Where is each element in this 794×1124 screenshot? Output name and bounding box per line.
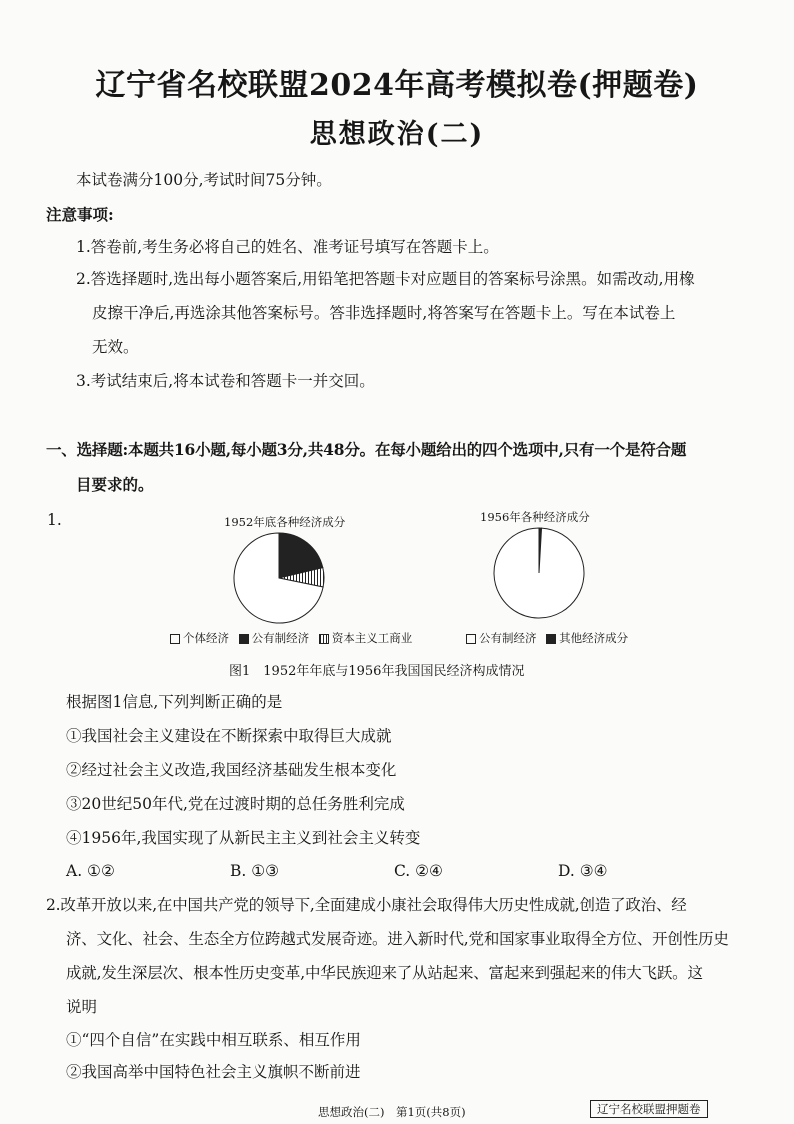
pie-slice-1 — [494, 528, 584, 618]
question-2-line-4: 说明 — [66, 998, 98, 1016]
legend-swatch-icon — [239, 634, 249, 644]
question-1-stem: 根据图1信息,下列判断正确的是 — [66, 693, 283, 711]
intro-text: 本试卷满分100分,考试时间75分钟。 — [76, 171, 332, 189]
question-1-statement-1: ①我国社会主义建设在不断探索中取得巨大成就 — [66, 727, 392, 745]
note-item-2-line-3: 无效。 — [92, 338, 139, 356]
question-2-statement-2: ②我国高举中国特色社会主义旗帜不断前进 — [66, 1063, 361, 1081]
question-1-option-b: B. ①③ — [230, 862, 280, 880]
chart-1-pie — [233, 532, 325, 624]
section-heading-line-2: 目要求的。 — [76, 475, 154, 494]
chart-1-title: 1952年底各种经济成分 — [224, 515, 346, 529]
question-1-option-d: D. ③④ — [558, 862, 608, 880]
chart-2-legend — [466, 630, 628, 646]
legend-swatch-icon — [170, 634, 180, 644]
chart-2-title: 1956年各种经济成分 — [480, 510, 590, 524]
question-1-number: 1. — [47, 511, 62, 529]
section-heading-line-1: 一、选择题:本题共16小题,每小题3分,共48分。在每小题给出的四个选项中,只有一个是符合题 — [46, 440, 687, 459]
note-item-3: 3.考试结束后,将本试卷和答题卡一并交回。 — [76, 372, 375, 390]
notes-heading: 注意事项: — [46, 205, 114, 224]
chart-1-legend-item-3: 资本主义工商业 — [319, 631, 413, 645]
chart-2-legend-item-1: 公有制经济 — [466, 631, 537, 645]
question-2-statement-1: ①“四个自信”在实践中相互联系、相互作用 — [66, 1031, 361, 1049]
chart-2-legend-item-2: 其他经济成分 — [546, 631, 628, 645]
question-2-line-3: 成就,发生深层次、根本性历史变革,中华民族迎来了从站起来、富起来到强起来的伟大飞跃。这 — [66, 964, 703, 982]
page-footer: 思想政治(二) 第1页(共8页) — [318, 1105, 466, 1119]
question-1-option-c: C. ②④ — [394, 862, 443, 880]
legend-swatch-icon — [466, 634, 476, 644]
figure-caption: 图1 1952年年底与1956年我国国民经济构成情况 — [229, 664, 525, 679]
question-1-statement-2: ②经过社会主义改造,我国经济基础发生根本变化 — [66, 761, 397, 779]
legend-swatch-icon — [319, 634, 329, 644]
chart-1-legend-item-2: 公有制经济 — [239, 631, 310, 645]
note-item-2-line-2: 皮擦干净后,再选涂其他答案标号。答非选择题时,将答案写在答题卡上。写在本试卷上 — [92, 304, 676, 322]
note-item-1: 1.答卷前,考生务必将自己的姓名、准考证号填写在答题卡上。 — [76, 238, 499, 256]
question-2-line-2: 济、文化、社会、生态全方位跨越式发展奇迹。进入新时代,党和国家事业取得全方位、开创性历史 — [66, 930, 729, 948]
chart-1-legend-item-1: 个体经济 — [170, 631, 229, 645]
legend-swatch-icon — [546, 634, 556, 644]
brand-stamp: 辽宁名校联盟押题卷 — [590, 1100, 708, 1118]
chart-2-pie — [493, 527, 585, 619]
exam-subtitle: 思想政治(二) — [309, 119, 485, 150]
question-1-option-a: A. ①② — [66, 862, 115, 880]
chart-1-legend — [170, 630, 412, 646]
note-item-2-line-1: 2.答选择题时,选出每小题答案后,用铅笔把答题卡对应题目的答案标号涂黑。如需改动,用橡 — [76, 270, 695, 288]
question-2-line-1: 2.改革开放以来,在中国共产党的领导下,全面建成小康社会取得伟大历史性成就,创造了政治、经 — [46, 896, 687, 914]
question-1-statement-4: ④1956年,我国实现了从新民主主义到社会主义转变 — [66, 829, 421, 847]
exam-title: 辽宁省名校联盟2024年高考模拟卷(押题卷) — [95, 68, 699, 103]
question-1-statement-3: ③20世纪50年代,党在过渡时期的总任务胜利完成 — [66, 795, 405, 813]
